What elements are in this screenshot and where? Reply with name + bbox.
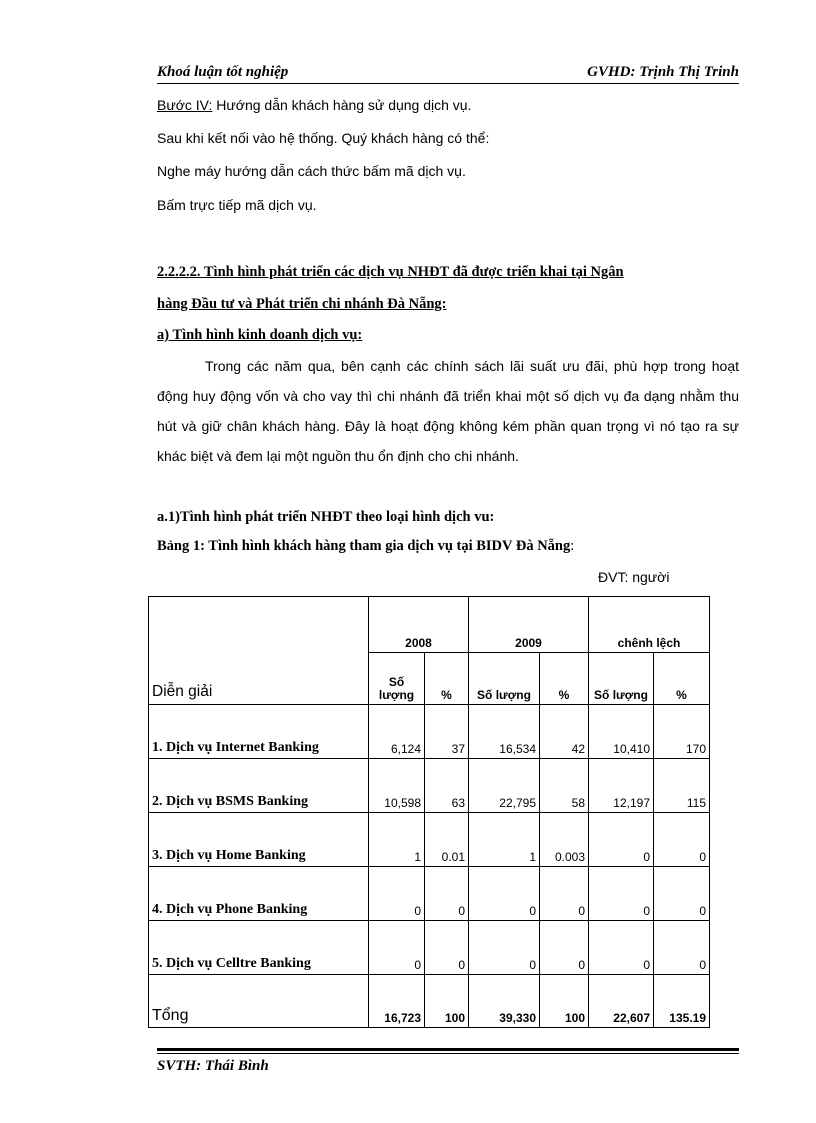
cell-qty-diff: 0 bbox=[589, 921, 654, 975]
step-text: Hướng dẫn khách hàng sử dụng dịch vụ. bbox=[212, 97, 472, 113]
total-pct-2009: 100 bbox=[540, 975, 589, 1028]
step-line bbox=[157, 97, 471, 113]
total-label: Tổng bbox=[149, 975, 369, 1028]
year-2008-header: 2008 bbox=[369, 597, 469, 653]
cell-pct-2009: 0 bbox=[540, 867, 589, 921]
table-row bbox=[149, 867, 710, 921]
cell-qty-2009: 16,534 bbox=[469, 705, 540, 759]
cell-pct-2008: 37 bbox=[425, 705, 469, 759]
section-title-line-2-wrap bbox=[157, 296, 739, 313]
difference-header: chênh lệch bbox=[589, 597, 710, 653]
row-label: 3. Dịch vụ Home Banking bbox=[149, 813, 369, 867]
cell-pct-diff: 115 bbox=[654, 759, 710, 813]
cell-pct-diff: 0 bbox=[654, 921, 710, 975]
header-left: Khoá luận tốt nghiệp bbox=[157, 64, 289, 80]
step-label: Bước IV: bbox=[157, 97, 213, 113]
cell-qty-2009: 0 bbox=[469, 921, 540, 975]
total-qty-diff: 22,607 bbox=[589, 975, 654, 1028]
cell-pct-2008: 0 bbox=[425, 867, 469, 921]
total-pct-2008: 100 bbox=[425, 975, 469, 1028]
text-line: Sau khi kết nối vào hệ thống. Quý khách hàng có thể: bbox=[157, 130, 490, 146]
qty-header-diff: Số lượng bbox=[589, 653, 654, 705]
year-2009-header: 2009 bbox=[469, 597, 589, 653]
desc-header: Diễn giải bbox=[149, 597, 369, 705]
row-label: 1. Dịch vụ Internet Banking bbox=[149, 705, 369, 759]
cell-qty-diff: 10,410 bbox=[589, 705, 654, 759]
cell-pct-diff: 0 bbox=[654, 867, 710, 921]
cell-qty-2008: 0 bbox=[369, 921, 425, 975]
text-line: Nghe máy hướng dẫn cách thức bấm mã dịch vụ. bbox=[157, 163, 466, 179]
footer-rule-thick bbox=[157, 1048, 739, 1051]
cell-qty-2009: 22,795 bbox=[469, 759, 540, 813]
subsection-a: a) Tình hình kinh doanh dịch vụ: bbox=[157, 327, 363, 343]
table-caption-colon: : bbox=[570, 538, 575, 554]
row-label: 5. Dịch vụ Celltre Banking bbox=[149, 921, 369, 975]
cell-pct-2008: 0 bbox=[425, 921, 469, 975]
pct-header-2009: % bbox=[540, 653, 589, 705]
cell-qty-2008: 6,124 bbox=[369, 705, 425, 759]
table-header-row bbox=[149, 597, 710, 653]
page-footer: SVTH: Thái Bình bbox=[157, 1058, 269, 1074]
cell-pct-2009: 42 bbox=[540, 705, 589, 759]
section-title-line-2: hàng Đầu tư và Phát triển chi nhánh Đà Nẵng: bbox=[157, 296, 447, 312]
cell-qty-2008: 10,598 bbox=[369, 759, 425, 813]
row-label: 4. Dịch vụ Phone Banking bbox=[149, 867, 369, 921]
table-row bbox=[149, 705, 710, 759]
cell-qty-2008: 0 bbox=[369, 867, 425, 921]
cell-pct-2009: 58 bbox=[540, 759, 589, 813]
pct-header-diff: % bbox=[654, 653, 710, 705]
cell-qty-2009: 1 bbox=[469, 813, 540, 867]
cell-qty-diff: 0 bbox=[589, 867, 654, 921]
qty-header-2009: Số lượng bbox=[469, 653, 540, 705]
qty-header-2008: Số lượng bbox=[369, 653, 425, 705]
total-qty-2008: 16,723 bbox=[369, 975, 425, 1028]
table-caption-text: Bảng 1: Tình hình khách hàng tham gia dịch vụ tại BIDV Đà Nẵng bbox=[157, 538, 571, 554]
cell-qty-diff: 0 bbox=[589, 813, 654, 867]
page-header bbox=[157, 62, 739, 84]
body-paragraph bbox=[157, 351, 739, 471]
header-rule bbox=[157, 83, 739, 84]
table-row bbox=[149, 813, 710, 867]
cell-qty-2008: 1 bbox=[369, 813, 425, 867]
section-title-line-1: 2.2.2.2. Tình hình phát triển các dịch vụ NHĐT đã được triển khai tại Ngân bbox=[157, 264, 624, 280]
table-total-row bbox=[149, 975, 710, 1028]
text-line: Bấm trực tiếp mã dịch vụ. bbox=[157, 197, 317, 213]
table-row bbox=[149, 921, 710, 975]
cell-pct-2008: 0.01 bbox=[425, 813, 469, 867]
total-qty-2009: 39,330 bbox=[469, 975, 540, 1028]
cell-pct-2009: 0.003 bbox=[540, 813, 589, 867]
header-right: GVHD: Trịnh Thị Trinh bbox=[587, 64, 739, 80]
subsection-a1: a.1)Tình hình phát triển NHĐT theo loại hình dịch vu: bbox=[157, 509, 495, 525]
table-caption bbox=[157, 538, 739, 555]
customer-services-table bbox=[148, 596, 710, 1028]
row-label: 2. Dịch vụ BSMS Banking bbox=[149, 759, 369, 813]
cell-pct-diff: 170 bbox=[654, 705, 710, 759]
footer-rule-thin bbox=[157, 1053, 739, 1054]
unit-label: ĐVT: người bbox=[598, 569, 670, 585]
cell-pct-2008: 63 bbox=[425, 759, 469, 813]
cell-qty-2009: 0 bbox=[469, 867, 540, 921]
total-pct-diff: 135.19 bbox=[654, 975, 710, 1028]
cell-pct-2009: 0 bbox=[540, 921, 589, 975]
table-row bbox=[149, 759, 710, 813]
paragraph-text: Trong các năm qua, bên cạnh các chính sách lãi suất ưu đãi, phù hợp trong hoạt động huy động vốn và cho vay thì chi nhánh đã triển khai một số dịch vụ đa dạng nhằm thu hút và giữ chân khách hàng. Đây là hoạt động không kém phần quan trọng vì nó tạo ra sự khác biệt và đem lại một nguồn thu ổn định cho chi nhánh. bbox=[157, 358, 739, 464]
cell-pct-diff: 0 bbox=[654, 813, 710, 867]
subsection-a-wrap bbox=[157, 327, 739, 344]
cell-qty-diff: 12,197 bbox=[589, 759, 654, 813]
pct-header-2008: % bbox=[425, 653, 469, 705]
